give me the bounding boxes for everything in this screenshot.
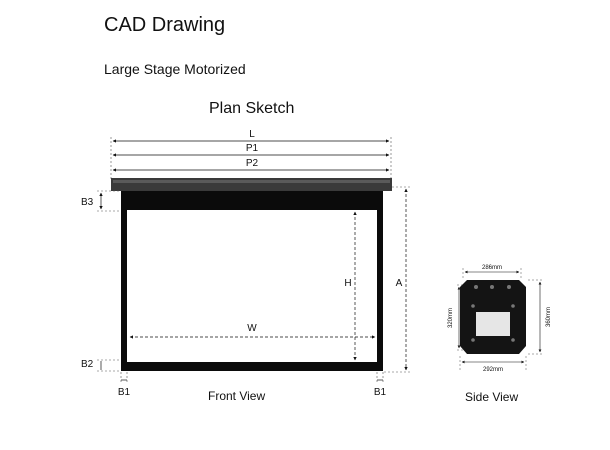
bracket-window bbox=[476, 312, 510, 336]
label-b2: B2 bbox=[81, 359, 94, 370]
dimension-b1-left bbox=[118, 372, 131, 398]
section-title: Plan Sketch bbox=[209, 100, 295, 117]
label-p2: P2 bbox=[245, 158, 259, 169]
side-view-caption: Side View bbox=[465, 390, 519, 404]
page-title: CAD Drawing bbox=[104, 14, 226, 36]
dimension-p1 bbox=[113, 143, 389, 155]
label-outer-height: 360mm bbox=[546, 306, 552, 328]
front-view-caption: Front View bbox=[208, 389, 266, 403]
label-inner-height: 320mm bbox=[448, 307, 454, 329]
label-a: A bbox=[395, 278, 403, 289]
page-subtitle: Large Stage Motorized bbox=[104, 61, 246, 77]
label-b1-left: B1 bbox=[117, 387, 131, 398]
label-bottom-width: 292mm bbox=[482, 367, 504, 373]
housing bbox=[111, 178, 392, 191]
label-top-width: 286mm bbox=[481, 265, 503, 271]
screen-surface bbox=[127, 210, 377, 362]
label-h: H bbox=[344, 278, 352, 289]
side-view-bracket bbox=[448, 265, 552, 373]
label-b3: B3 bbox=[81, 197, 94, 208]
label-l: L bbox=[249, 129, 255, 140]
dimension-a bbox=[384, 187, 410, 372]
label-p1: P1 bbox=[245, 143, 259, 154]
dimension-b1-right bbox=[374, 372, 387, 398]
dimension-b3 bbox=[81, 191, 120, 211]
housing-highlight bbox=[113, 180, 390, 183]
label-w: W bbox=[247, 323, 257, 334]
label-b1-right: B1 bbox=[373, 387, 387, 398]
dimension-b2 bbox=[81, 359, 120, 371]
dimension-p2 bbox=[113, 158, 389, 170]
